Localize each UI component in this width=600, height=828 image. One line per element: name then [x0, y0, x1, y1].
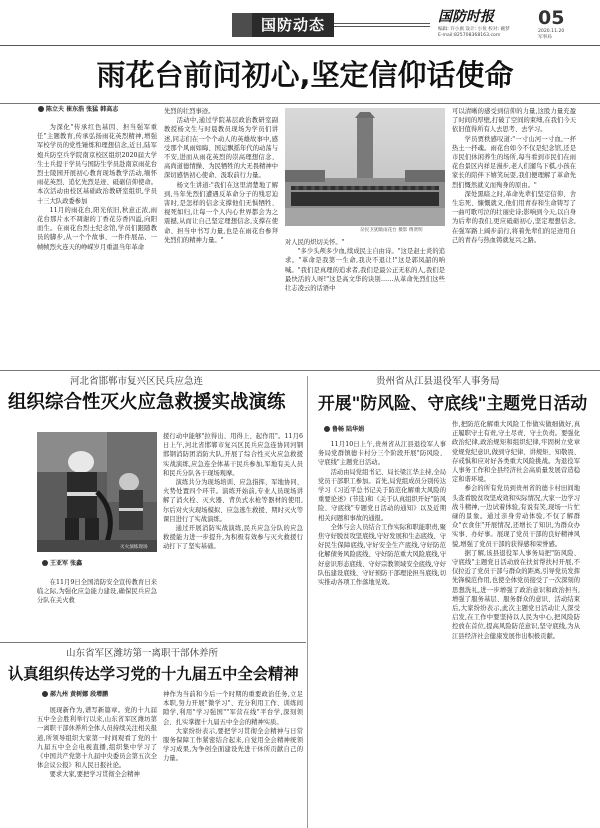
contact-email: E-mail:825708368163.com: [438, 33, 501, 38]
section-tag-accent: [232, 13, 252, 37]
article1-col1: [37, 123, 157, 369]
article1-col4-para: 深处黑暗之时,革命先辈们坚定信仰、舍生忘死、慷慨就义,他们用青春和生命铸写了一曲可歌可泣的壮丽史诗;影响到今天,以自身为后辈的我们,更应砥砺初心,坚定理想信念,在强军路上阔步前行,将着先辈们的足迹用自己的青春与热血铸就复兴之路。: [452, 190, 576, 244]
article4-top-rule: [0, 642, 306, 643]
article1-col1-para: 11月的雨花台,阳光依旧,秋意正浓,雨花台那片永不凋谢的丁香花芬香四溢,向阳而生。在雨花台烈士纪念馆,学员们跟随教员的脚步,从一个个故事、一件件展品、一帧帧烈火连天的峥嵘岁月重温当年革命: [37, 206, 157, 251]
header-divider: [0, 45, 600, 46]
article2-headline: 组织综合性灭火应急救援实战演练: [8, 392, 286, 413]
article1-bottom-rule: [0, 370, 600, 371]
article1-col2-para: 先烈的壮烈事迹。: [164, 108, 215, 115]
article4-col2-para: 神作为当前和今后一个时期的重要政治任务,立足本职,努力开展"微学习"、充分利用工作、训练间隙学,利用"学习强国""军营在线"平台学,深刻领会、扎实掌握十九届五中全会的精神实质。: [163, 691, 303, 726]
article4-col1-para: 要求大家,要把学习贯彻全会精神: [49, 771, 140, 779]
firefighters-photo-image: [37, 432, 157, 552]
section-tag: 国防动态: [252, 13, 334, 37]
article2-col1: [37, 578, 157, 634]
article4-col1-para: 展现新作为,谱写新篇章。党的十九届五中全会胜利举行以来,山东省军区潍坊第一离职干部休养所全体人员持续关注相关报道,所领导组织大家第一时间观看了党的十九届五中全会电视直播,组织集中学习了《中国共产党第十九届中央委员会第五次全体会议公报》和人民日报社论。: [37, 707, 157, 770]
article1-byline: [38, 105, 178, 114]
article2-col2-para: 援行动中能够"拉得出、用得上、起作用"。11月6日上午,河北省邯郸市复兴区民兵应急连协同河钢邯钢消防团消防大队,开展了综合性灭火应急救援实战演练,应急连全体基干民兵参加,军地有关人员和民兵分队各干现场观摩。: [163, 433, 303, 477]
article2-col1-para: 在11月9日全国消防安全宣传教育日来临之际,为强化应急能力建设,确保民兵应急分队在关火救: [37, 579, 157, 605]
memorial-photo-image: [285, 108, 445, 226]
article1-col4-para: 学员贾秩感叹道:"一寸山河一寸血,一抔热土一抔魂。雨花台如今不仅是纪念馆,还是市民们休闲养生的场所,每当看到市民们在雨花台景区内祥足漫步,老人们遛鸟下棋,小孩在家长的陪伴下嬉笑玩耍,我们便理解了革命先烈们慨然就义而殉身的原由。": [452, 135, 576, 189]
article2-byline-text: 王亚军 张鑫: [50, 560, 83, 567]
article4-col2-para: 大家纷纷表示,要把学习贯彻全会精神与日常服务保障工作紧密结合起来,自觉用全会精神统领学习成果,为争创全面建设先进干休所贡献自己的力量。: [163, 727, 303, 763]
masthead-logo: 国防时报: [438, 9, 494, 25]
article1-col4-para: 可以清晰的感受到信仰的力量,这股力量充盈了时间的厚壁,打破了空间的束缚,在我们今天依旧值得所有人去思考、去学习。: [452, 108, 576, 134]
firefighters-photo-caption: 灭火演练现场: [120, 545, 148, 550]
article2-col2-para: 演练共分为现场培训、应急指挥、军地协同、火势处置四个环节。演练开始前,专业人员现场讲解了消火栓、灭火器、背负式水枪等器材的使用,尔后对火灾现场模拟、应急逃生救援、期时灭火等课目进行了实战演练。: [163, 479, 303, 523]
editor-credits: 编辑: 许小旗 设计: 小鱼 校对: 碗梦: [438, 27, 510, 32]
article2-byline: [42, 559, 152, 568]
article3-headline: 开展"防风险、守底线"主题党日活动: [318, 393, 588, 413]
header-rule: [334, 23, 430, 27]
article3-col2-para: 据了解,该县退役军人事务局把"防风险、守底线"主题党日活动放在扶贫帮扶村开展,不仅拉近了党员干部与群众的距离,引导党员发挥先锋模范作用,也使全体党员接受了一次深刻的思想洗礼,进一步增强了政治意识和政治担当,增强了服务基层、服务群众的意识、活动结束后,大家纷纷表示,此次主题党日活动让人深受启发,在工作中要坚持以人民为中心,把风险防控放在首位,提高风险防范意识,坚守底线,为从江县经济社会健康发展作出积极贡献。: [452, 549, 580, 640]
byline-bullet-icon: [42, 560, 48, 566]
article3-col2-para: 作,把防范化解重大风险工作做实做细做好,真正履职守土有责,守土尽责、守土负责。要强化政治纪律,政治规矩和组织纪律,牢固树立党章党规党纪意识,做到守纪律、讲规矩、知敬畏、存戒惧和应对好各类重大风险挑战。为退役军人事务工作和全县经济社会高质量发展营造稳定和谐环境。: [452, 421, 580, 484]
byline-bullet-icon: [38, 106, 44, 112]
article4-headline: 认真组织传达学习党的十九届五中全会精神: [8, 665, 299, 683]
article1-col1-para: 为深化"传承红色基因、担当强军重任"主题教育,传承弘扬雨花英烈精神,增强军校学员的党性锤炼和理想信念,近日,陆军炮兵防空兵学院南京校区组织2020届大学生士兵提干学员与国防生学员赴南京雨花台烈士陵园开展初心教育现场教学活动,缅怀雨花英烈、追忆先烈足迹、砥砺信仰使命。本次活动由校区基础政治教研室组织,学员十三大队政委参加: [37, 124, 157, 205]
article4-byline-text: 郝九州 黄树娜 段增鹏: [50, 691, 109, 698]
article1-col3: [285, 238, 445, 368]
article3-col1-para: 活动由局党组书记、局长梁江华主持,全局党员干部职工参加。首先,局党组成员分别传达学习《习近平总书记关于防范化解重大风险的重要论述》(节选)和《关于认真组织开好"防风险、守底线"专题党日活动的通知》以及近期相关问题和事故的通报。: [318, 468, 446, 522]
article4-col1: [37, 706, 157, 826]
memorial-photo: [285, 108, 445, 226]
issue-date: 2020.11.20: [538, 29, 565, 34]
article4-kicker: 山东省军区潍坊第一离职干部休养所: [66, 648, 219, 659]
article3-kicker: 贵州省从江县退役军人事务局: [376, 376, 500, 387]
article1-col2-para: 杨文生讲道:"我们在这里清楚地了解到,当年先烈们遭遇反革命分子的残忍迫害时,是怎样的信念支撑他们无惧牺牲、视死如归,让每一个人内心世界都会为之震撼,从而让自己坚定理想信念,支撑在使命、担当中书写力量,也是在雨花台参拜先烈们的精神力量。": [164, 181, 278, 244]
byline-bullet-icon: [324, 426, 330, 432]
firefighters-photo: [37, 432, 157, 552]
article1-col3-para: "多少头颅多少血,续成民主自由诗。"这是赵士炎的追求。"革命是我第一生命,我决不退让!"这是郭凤韶的呐喊。"我们是真理的追求者,我们是最公正无私的人,我们是最快活的人呀!"这是高文华的诀别……从革命先烈们这些壮志凌云的话语中: [285, 248, 445, 293]
page-label: 军事局: [538, 35, 552, 40]
article1-col2: [164, 107, 278, 369]
article1-headline: 雨花台前问初心,坚定信仰话使命: [96, 58, 514, 92]
article3-col1-para: 全体与会人员结合工作实际和职能职责,聚焦守好脱贫攻坚底线,守好发展和生态底线、守好民生保障底线,守好安全生产底线,守好防范化解债务风险底线、守好防范重大风险底线,守好意识形态底线、守好宗教领域安全底线,守好队伍建设底线、守好预防干部理论担当底线,切实推动各项工作落地见效。: [318, 523, 446, 587]
article1-col3-para: 对人民的炽切关怀。": [285, 239, 345, 246]
article1-top-rule: [0, 103, 600, 104]
article3-byline: [324, 425, 444, 434]
article4-byline: [42, 690, 162, 699]
memorial-photo-caption: 杂民卫犹瞻雨花台 摄影 傅贤明: [360, 228, 423, 233]
article2-col2-para: 通过开展消防实战演练,民兵应急分队的应急救援能力进一步提升,为积极有效参与灭火救援行动打下了坚实基础。: [163, 525, 303, 551]
article3-col2: [452, 420, 580, 826]
article3-col1: [318, 440, 446, 826]
article3-col2-para: 参会的所有党员到贵州省的德卡村田间地头查看脱贫攻坚成效和实际情况,大家一边学习战斗精神,一边试着体验,有说有笑,现场一片忙碌的景象。通过亲身劳动体验,不仅了解群众"衣食住"开展情况,还增长了知识,为群众办实事、办好事。展现了党员干部的良好精神风貌,增强了党员干部的获得感和荣誉感。: [452, 485, 580, 548]
article1-byline-text: 陈立夫 崔东浩 张猛 韩高志: [46, 106, 119, 113]
article2-col2: [163, 432, 303, 634]
article3-byline-text: 鲁畅 陆华娟: [332, 426, 365, 433]
article3-col1-para: 11月10日上午,贵州省从江县退役军人事务局党群镇德卡村分三个阶段开展"防风险、守底线"主题党日活动。: [318, 441, 446, 467]
column-divider: [307, 376, 308, 828]
article4-col2: [163, 690, 303, 826]
article2-kicker: 河北省邯郸市复兴区民兵应急连: [70, 376, 204, 387]
article1-col4: [452, 107, 576, 369]
page-number: 05: [538, 7, 565, 29]
article1-col2-para: 活动中,通过学院基层政治教研室副教授杨文生与时晨教员现场为学员们讲述,同志们在一个个动人的英雄故事中,感受那个风雨如晦、国运飘摇年代的动荡与不安,进而从雨花英烈的崇高理想信念、高尚道德情操、为民牺牲的大无畏精神中深切感悟初心使命、汲取前行力量。: [164, 117, 278, 180]
byline-bullet-icon: [42, 691, 48, 697]
